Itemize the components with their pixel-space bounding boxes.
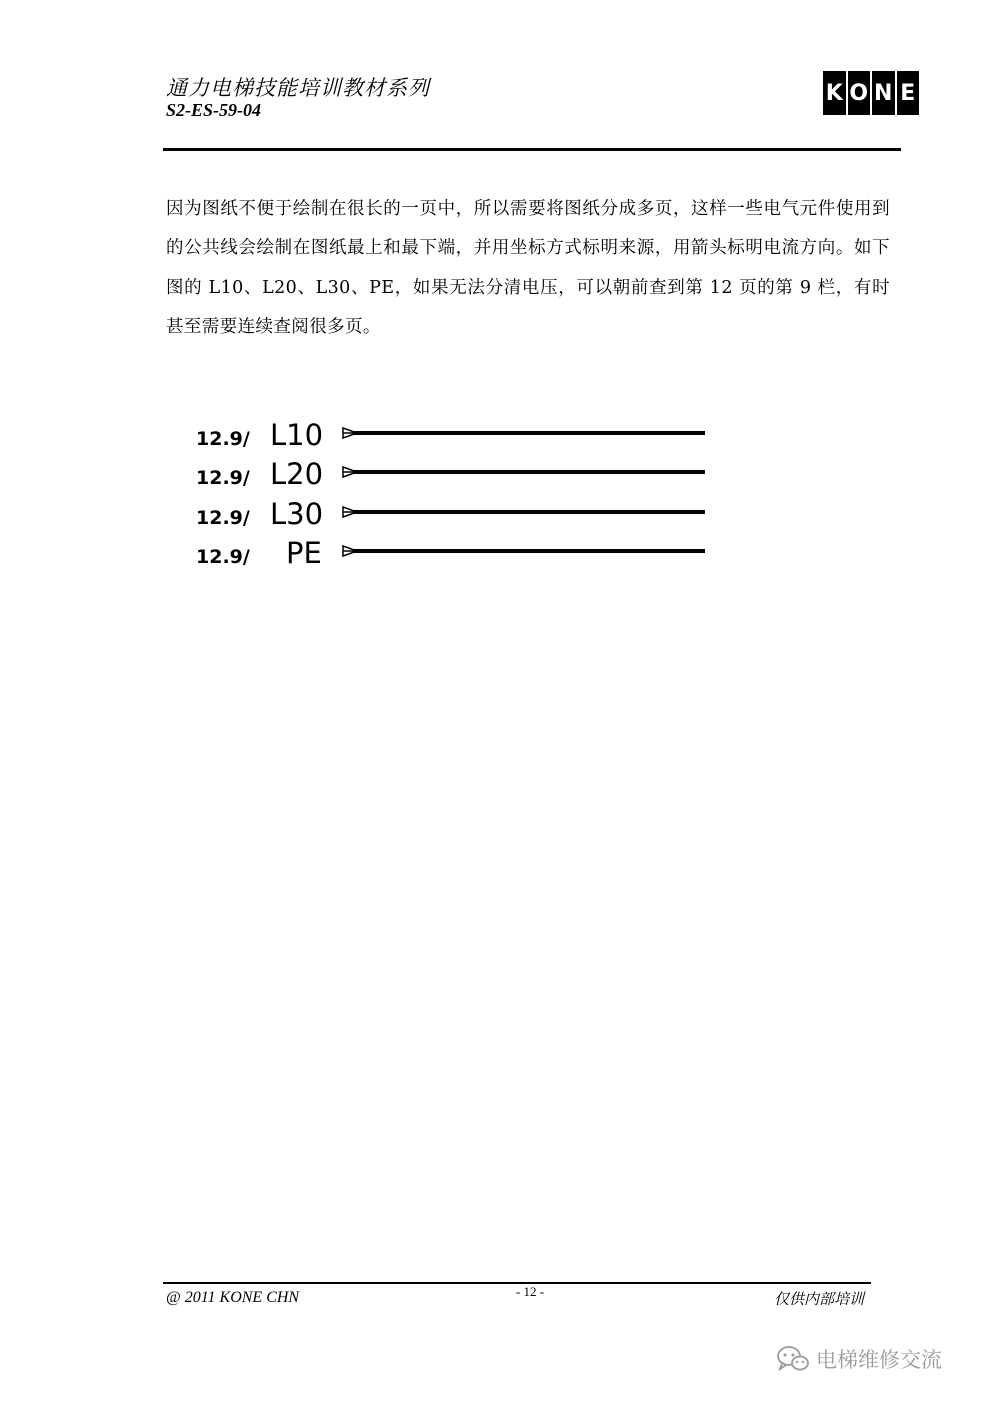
watermark-text: 电梯维修交流 [816,1348,942,1372]
wire-row-pe [196,536,705,570]
watermark [776,1344,942,1374]
wire-label: L30 [270,497,324,531]
logo-letter-o: O [848,71,871,115]
wire-ref: 12.9/ [196,507,250,529]
wire-label: PE [286,536,322,570]
body-paragraph: 因为图纸不便于绘制在很长的一页中，所以需要将图纸分成多页，这样一些电气元件使用到的公共线会绘制在图纸最上和最下端，并用坐标方式标明来源，用箭头标明电流方向。如下图的 L10、L20、L30、PE，如果无法分清电压，可以朝前查到第 12 页的第 9 栏，有时甚至需要连续查阅很多页。 [166,199,890,337]
kone-logo [823,71,919,115]
document-series-title: 通力电梯技能培训教材系列 [166,76,430,100]
wire-row-l30 [196,497,705,531]
wire-ref: 12.9/ [196,467,250,489]
wire-label: L10 [270,418,324,452]
logo-letter-k: K [823,71,846,115]
logo-letter-e: E [897,71,920,115]
wire-ref: 12.9/ [196,546,250,568]
wire-row-l10 [196,418,705,452]
wire-label: L20 [270,457,324,491]
header-divider [163,148,901,151]
footer-copyright: @ 2011 KONE CHN [166,1289,300,1306]
page-number: - 12 - [515,1284,545,1299]
logo-letter-n: N [872,71,895,115]
footer-note: 仅供内部培训 [773,1290,864,1308]
document-code: S2-ES-59-04 [166,100,262,120]
wiring-diagram [190,405,720,585]
wire-ref: 12.9/ [196,428,250,450]
wechat-icon [776,1344,810,1374]
wire-row-l20 [196,457,705,491]
